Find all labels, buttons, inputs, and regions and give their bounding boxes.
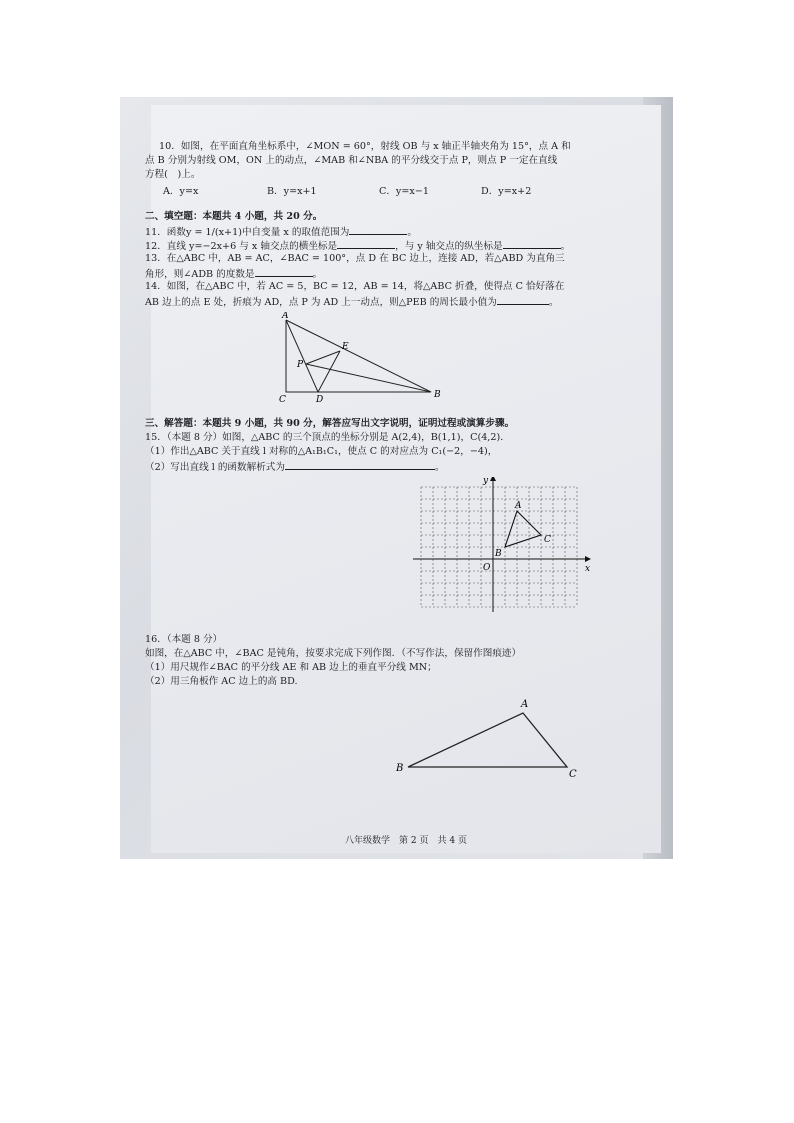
grid-label-b: B — [495, 549, 502, 559]
grid-label-y: y — [483, 477, 489, 486]
q16-line2: （1）用尺规作∠BAC 的平分线 AE 和 AB 边上的垂直平分线 MN； — [145, 662, 437, 673]
section3-title: 三、解答题：本题共 9 小题，共 90 分，解答应写出文字说明，证明过程或演算步骤。 — [145, 418, 515, 429]
q16-title: 16．（本题 8 分） — [145, 634, 223, 645]
q11-end: 。 — [407, 227, 417, 238]
q10-choice-c: C．y=x−1 — [379, 186, 429, 197]
q14-label-c: C — [279, 395, 286, 402]
q14-segment-pb — [306, 364, 431, 392]
q10-choice-b: B．y=x+1 — [267, 186, 317, 197]
q10-line1: 10．如图，在平面直角坐标系中，∠MON = 60°，射线 OB 与 x 轴正半轴夹角为 15°，点 A 和 — [159, 141, 571, 152]
q15-line1: 15．（本题 8 分）如图，△ABC 的三个顶点的坐标分别是 A(2,4)，B(1,1)，C(4,2)． — [145, 432, 510, 443]
q13-answer-blank[interactable] — [255, 267, 313, 277]
q11-function: y = 1/(x+1) — [186, 227, 242, 238]
q11-answer-blank[interactable] — [349, 225, 407, 235]
q14-end: 。 — [548, 297, 559, 308]
q10-choice-a: A．y=x — [163, 186, 199, 197]
grid-label-a: A — [515, 501, 522, 511]
q11-post: 中自变量 x 的取值范围为 — [241, 227, 350, 238]
q14-segment-ad — [286, 320, 318, 392]
q14-answer-blank[interactable] — [497, 295, 549, 305]
q15-coordinate-grid — [409, 477, 609, 612]
q14-line2 — [145, 295, 558, 309]
grid-label-c: C — [544, 535, 551, 545]
q12-answer-blank-1[interactable] — [337, 239, 395, 249]
q14-text: AB 边上的点 E 处，折痕为 AD，点 P 为 AD 上一动点，则△PEB 的周长最小值为 — [145, 297, 497, 308]
q14-label-b: B — [434, 390, 441, 400]
q14-line1: 14．如图，在△ABC 中，若 AC = 5，BC = 12，AB = 14，将△ABC 折叠，使得点 C 恰好落在 — [145, 281, 565, 292]
q11-pre: 11．函数 — [145, 227, 186, 238]
q16-triangle-figure — [391, 695, 591, 785]
q16-triangle-abc — [408, 713, 567, 767]
q16-label-c: C — [569, 769, 577, 780]
exam-page — [145, 105, 661, 853]
q14-segment-de — [318, 351, 340, 392]
q14-triangle-abc — [286, 320, 431, 392]
q15-line2: （1）作出△ABC 关于直线 l 对称的△A₁B₁C₁，使点 C 的对应点为 C₁(−2，−4)， — [145, 446, 498, 457]
q16-label-a: A — [521, 699, 529, 710]
grid-label-x: x — [585, 564, 591, 574]
grid-label-origin: O — [483, 563, 491, 573]
q13-text: 角形，则∠ADB 的度数是 — [145, 269, 255, 280]
q16-line3: （2）用三角板作 AC 边上的高 BD. — [145, 676, 298, 687]
q14-label-d: D — [316, 395, 324, 402]
q15-text: （2）写出直线 l 的函数解析式为 — [145, 462, 285, 473]
q13-line1: 13．在△ABC 中，AB = AC，∠BAC = 100°，点 D 在 BC 边上，连接 AD，若△ABD 为直角三 — [145, 253, 565, 264]
exam-photo — [120, 97, 673, 859]
q14-label-a: A — [282, 312, 289, 321]
q10-line2: 点 B 分别为射线 OM，ON 上的动点，∠MAB 和∠NBA 的平分线交于点 P，则点 P 一定在直线 — [145, 155, 558, 166]
section2-title: 二、填空题：本题共 4 小题，共 20 分。 — [145, 211, 323, 222]
q16-label-b: B — [396, 763, 404, 774]
q11-line — [145, 225, 417, 239]
q15-line3 — [145, 460, 445, 474]
q12-answer-blank-2[interactable] — [503, 239, 561, 249]
y-axis-arrow — [490, 477, 496, 481]
q14-triangle-figure — [276, 312, 476, 402]
q12-mid: ，与 y 轴交点的纵坐标是 — [395, 241, 503, 252]
q13-line2 — [145, 267, 322, 281]
q10-line3: 方程( )上。 — [145, 169, 201, 180]
q15-triangle-abc — [505, 511, 541, 547]
q10-choice-d: D．y=x+2 — [481, 186, 532, 197]
q13-end: 。 — [312, 269, 323, 280]
page-footer: 八年级数学 第 2 页 共 4 页 — [345, 836, 467, 846]
q14-label-p: P — [297, 360, 304, 370]
q14-segment-pe — [306, 351, 340, 364]
q12-end: 。 — [560, 241, 571, 252]
q12-line — [145, 239, 570, 253]
q15-end: 。 — [435, 462, 445, 473]
q15-answer-blank[interactable] — [285, 460, 435, 470]
q16-line1: 如图，在△ABC 中，∠BAC 是钝角，按要求完成下列作图．（不写作法，保留作图痕迹） — [145, 648, 522, 659]
q12-pre: 12．直线 y=−2x+6 与 x 轴交点的横坐标是 — [145, 241, 338, 252]
q14-label-e: E — [342, 342, 349, 352]
x-axis-arrow — [585, 556, 591, 562]
